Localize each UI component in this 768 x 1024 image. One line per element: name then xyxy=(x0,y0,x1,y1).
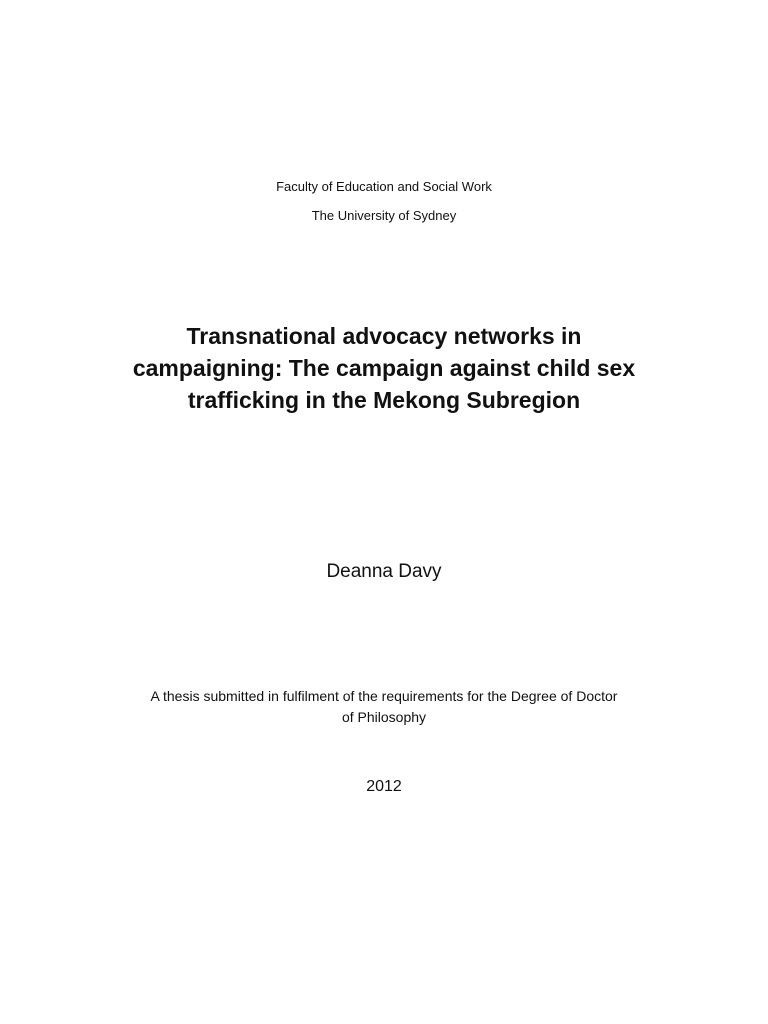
thesis-title-line-3: trafficking in the Mekong Subregion xyxy=(187,387,581,413)
thesis-title xyxy=(90,320,678,416)
thesis-title-line-2: campaigning: The campaign against child sex xyxy=(132,355,636,381)
submission-year: 2012 xyxy=(366,778,402,795)
degree-statement-line-2: of Philosophy xyxy=(341,709,427,725)
faculty-name: Faculty of Education and Social Work xyxy=(276,179,492,194)
degree-statement-line-1: A thesis submitted in fulfilment of the requirements for the Degree of Doctor xyxy=(150,688,618,704)
degree-statement xyxy=(90,686,678,728)
thesis-title-line-1: Transnational advocacy networks in xyxy=(186,323,582,349)
author-name: Deanna Davy xyxy=(326,561,442,582)
university-name: The University of Sydney xyxy=(311,208,457,223)
